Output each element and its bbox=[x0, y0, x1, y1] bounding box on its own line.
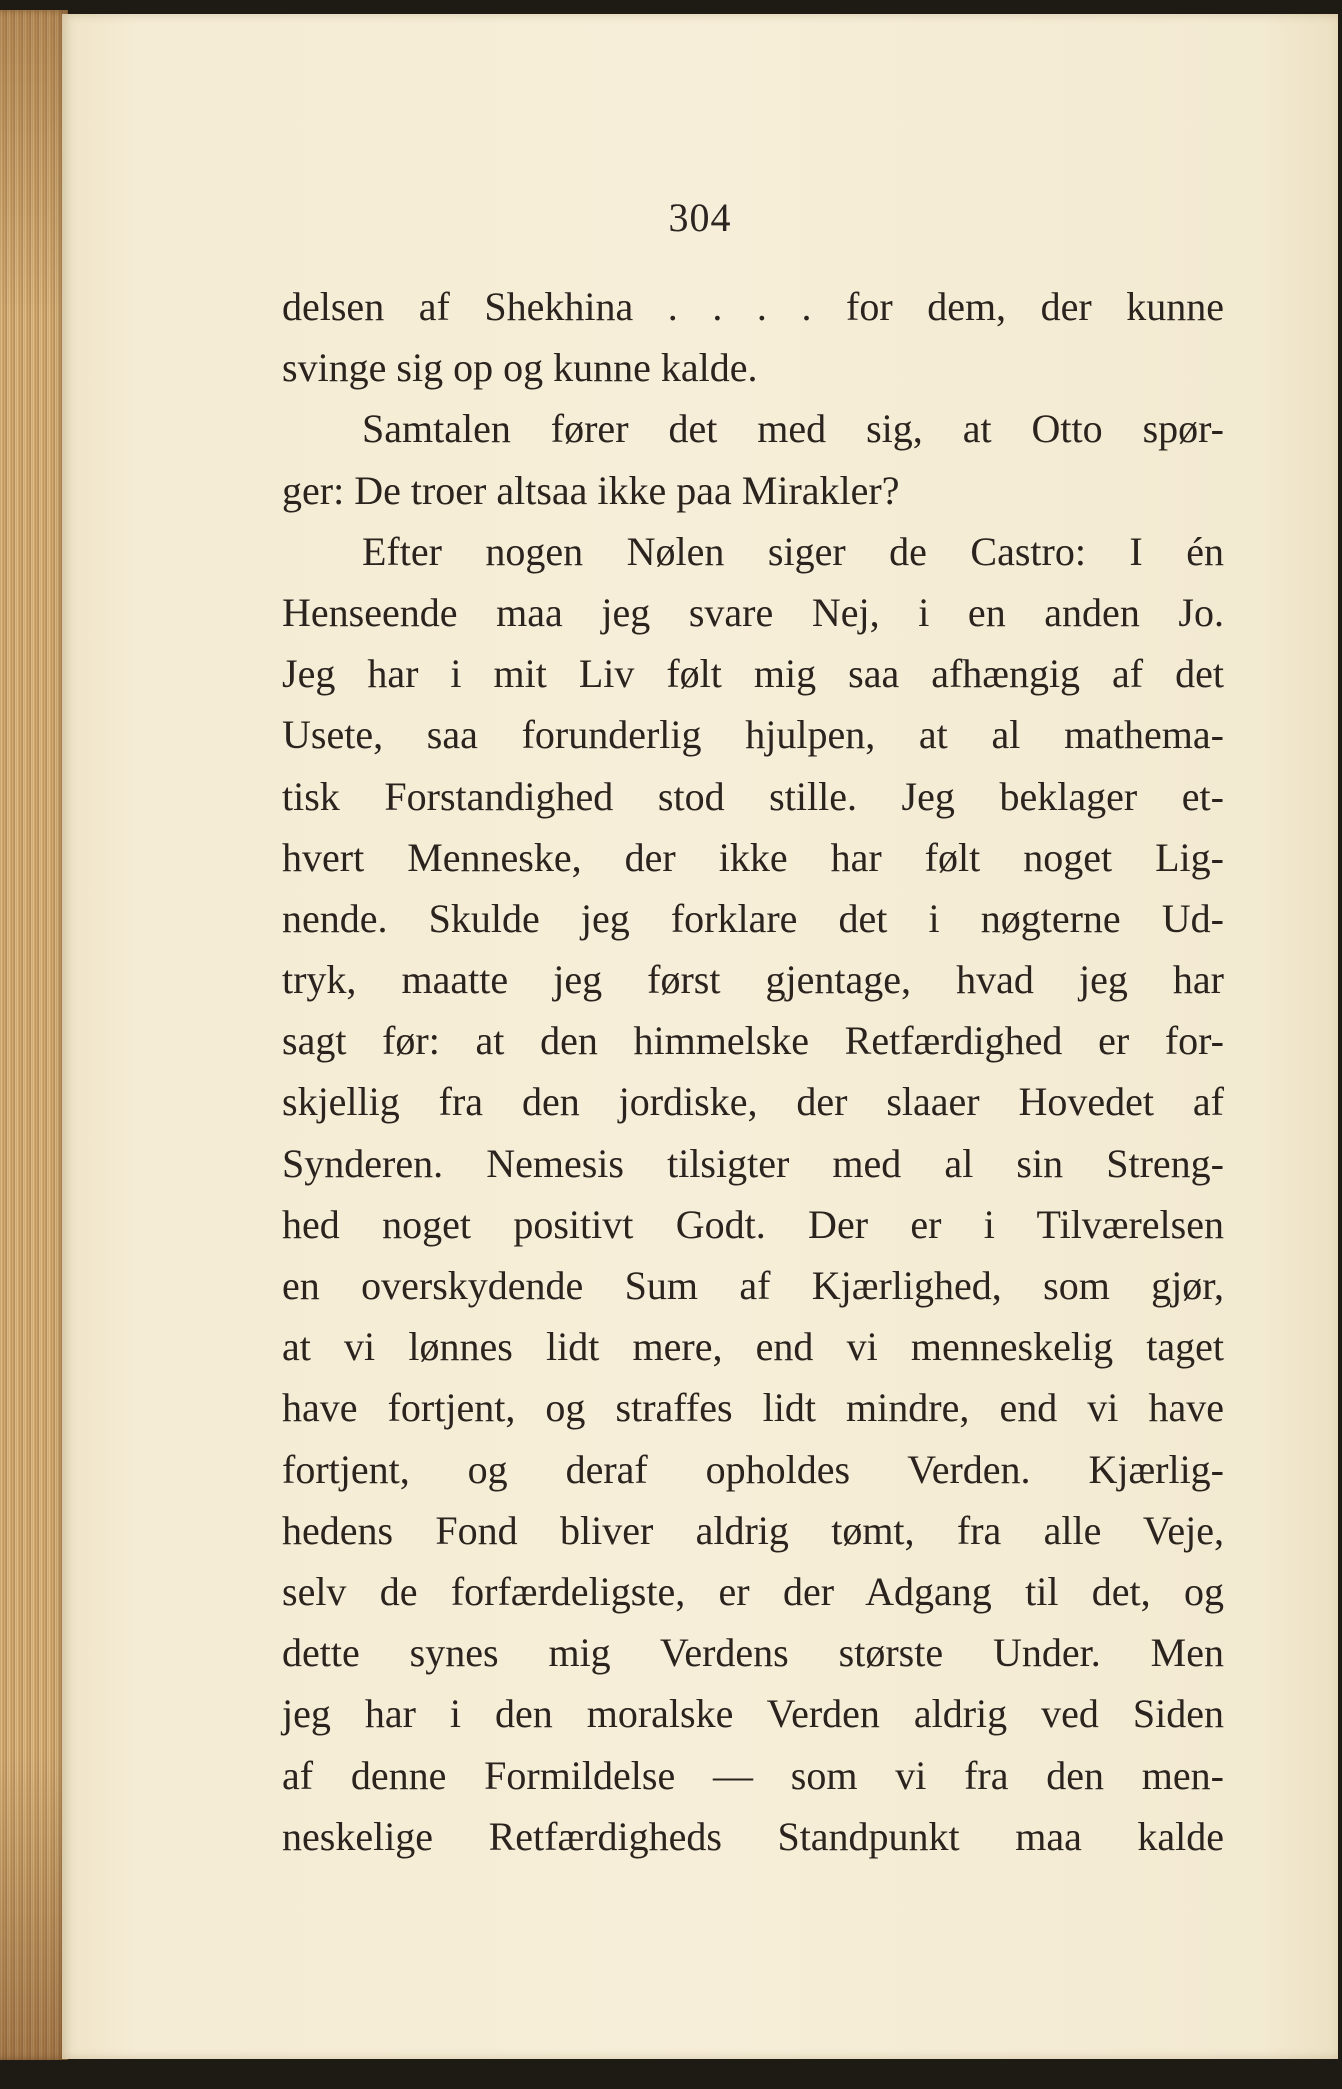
text-line: Jeg har i mit Liv følt mig saa afhængig af det bbox=[282, 651, 1224, 697]
text-line: tryk, maatte jeg først gjentage, hvad jeg har bbox=[282, 957, 1224, 1003]
text-line: Henseende maa jeg svare Nej, i en anden Jo. bbox=[282, 589, 1224, 635]
text-line: selv de forfærdeligste, er der Adgang til det, og bbox=[282, 1568, 1224, 1614]
text-line: nende. Skulde jeg forklare det i nøgterne Ud- bbox=[282, 895, 1224, 941]
text-line: sagt før: at den himmelske Retfærdighed er for- bbox=[282, 1018, 1224, 1064]
book-page-edges bbox=[0, 10, 68, 2060]
text-line: dette synes mig Verdens største Under. Men bbox=[282, 1630, 1224, 1676]
text-line: svinge sig op og kunne kalde. bbox=[282, 345, 758, 391]
text-line: Usete, saa forunderlig hjulpen, at al mathema- bbox=[282, 712, 1224, 758]
text-line: af denne Formildelse — som vi fra den men- bbox=[282, 1752, 1224, 1798]
text-line: en overskydende Sum af Kjærlighed, som gjør, bbox=[282, 1263, 1224, 1308]
text-line: delsen af Shekhina . . . . for dem, der kunne bbox=[282, 284, 1224, 329]
text-line: hed noget positivt Godt. Der er i Tilværelsen bbox=[282, 1201, 1224, 1247]
text-line: jeg har i den moralske Verden aldrig ved Siden bbox=[282, 1691, 1224, 1737]
body-text bbox=[282, 276, 1224, 1867]
text-line: hedens Fond bliver aldrig tømt, fra alle Veje, bbox=[282, 1507, 1224, 1553]
text-line: neskelige Retfærdigheds Standpunkt maa kalde bbox=[282, 1813, 1224, 1859]
text-line: have fortjent, og straffes lidt mindre, end vi have bbox=[282, 1385, 1224, 1431]
text-line: skjellig fra den jordiske, der slaaer Hovedet af bbox=[282, 1079, 1224, 1125]
text-line: fortjent, og deraf opholdes Verden. Kjærlig- bbox=[282, 1446, 1224, 1492]
text-line: at vi lønnes lidt mere, end vi menneskelig taget bbox=[282, 1324, 1224, 1370]
text-line: Synderen. Nemesis tilsigter med al sin Streng- bbox=[282, 1140, 1224, 1186]
text-line: Samtalen fører det med sig, at Otto spør- bbox=[362, 406, 1224, 452]
text-line: ger: De troer altsaa ikke paa Mirakler? bbox=[282, 467, 900, 513]
text-line: tisk Forstandighed stod stille. Jeg beklager et- bbox=[282, 773, 1224, 819]
scan-bottom-edge bbox=[0, 2059, 1342, 2089]
page-number: 304 bbox=[668, 195, 732, 240]
text-line: Efter nogen Nølen siger de Castro: I én bbox=[362, 528, 1224, 574]
text-line: hvert Menneske, der ikke har følt noget Lig- bbox=[282, 834, 1224, 880]
